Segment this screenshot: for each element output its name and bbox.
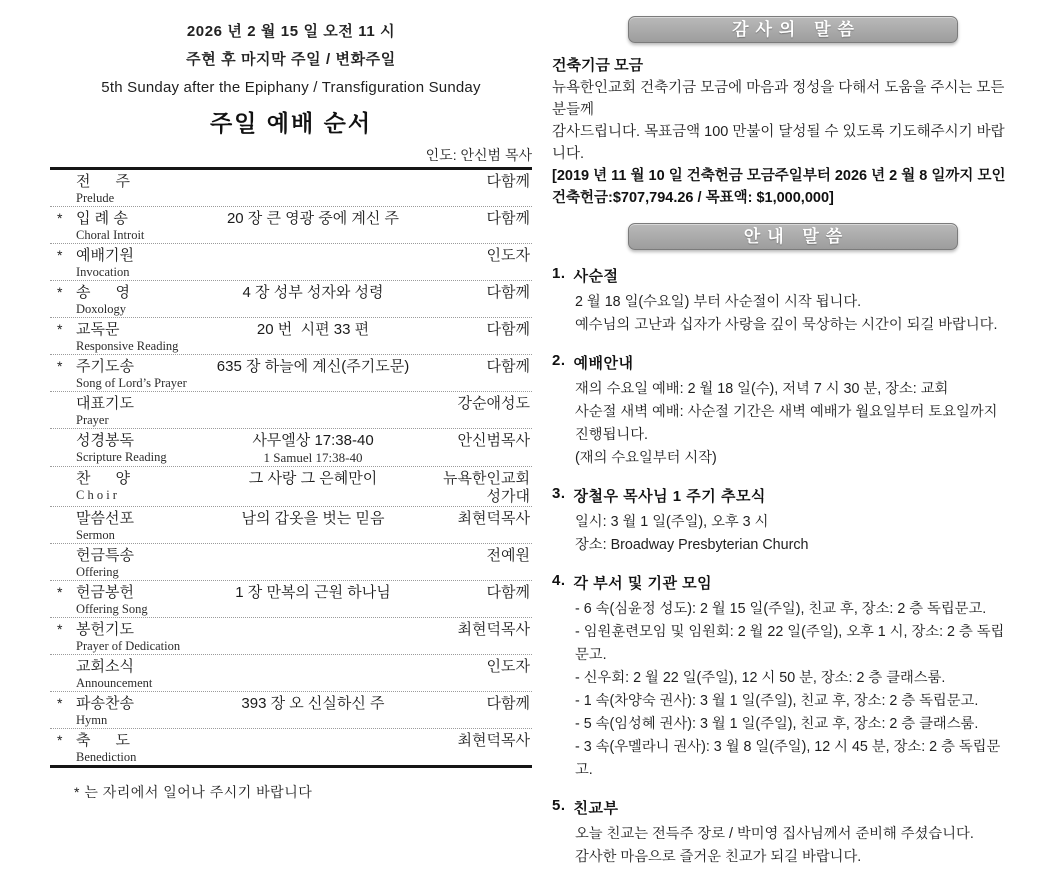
order-item-english: Prayer (76, 413, 109, 427)
order-item-hymn: 20 장 큰 영광 중에 계신 주 (226, 210, 400, 227)
notice-section (552, 572, 1010, 782)
standing-asterisk: * (57, 695, 63, 711)
order-row (50, 170, 532, 207)
order-item-hymn: 635 장 하늘에 계신(주기도문) (216, 358, 410, 375)
notice-line: - 6 속(심윤정 성도): 2 월 15 일(주일), 친교 후, 장소: 2 층 독립문고. (575, 601, 987, 617)
standing-asterisk: * (57, 621, 63, 637)
order-item-hymn: 20 번 시편 33 편 (256, 321, 370, 338)
order-item-korean: 대표기도 (76, 395, 134, 412)
order-item-performer: 다함께 (486, 321, 530, 338)
order-item-korean: 말씀선포 (76, 510, 134, 527)
order-item-performer: 강순애성도 (457, 395, 530, 412)
order-row (50, 507, 532, 544)
standing-asterisk (50, 546, 76, 565)
notice-title: 친교부 (573, 800, 619, 817)
order-item-korean: 주기도송 (76, 358, 134, 375)
order-row (50, 207, 532, 244)
order-item-hymn (216, 657, 410, 676)
notice-number: 2. (552, 352, 566, 369)
notice-line: (재의 수요일부터 시작) (575, 450, 717, 466)
service-leader: 인도: 안신범 목사 (425, 147, 532, 163)
standing-asterisk (50, 394, 76, 413)
order-item-korean: 찬 양 (76, 470, 130, 487)
notice-lines (552, 291, 1010, 337)
notice-section (552, 352, 1010, 470)
order-row (50, 544, 532, 581)
thanks-bold-lines (552, 165, 1010, 209)
order-row (50, 729, 532, 765)
page-title: 주일 예배 순서 (209, 110, 373, 136)
notice-lines (552, 378, 1010, 470)
order-item-korean: 송 영 (76, 284, 130, 301)
order-item-performer: 다함께 (486, 210, 530, 227)
building-fund-title: 건축기금 모금 (552, 57, 644, 74)
order-item-performer: 전예원 (486, 547, 530, 564)
thanks-text-line: 뉴욕한인교회 건축기금 모금에 마음과 정성을 다해서 도움을 주시는 모든 분들께 (552, 80, 1005, 118)
notice-lines (552, 823, 1010, 869)
thanks-text-line: 감사드립니다. 목표금액 100 만불이 달성될 수 있도록 기도해주시기 바랍니다. (552, 124, 1005, 162)
order-item-performer: 인도자 (486, 247, 530, 264)
order-item-korean: 헌금봉헌 (76, 584, 134, 601)
order-item-performer: 안신범목사 (457, 432, 530, 449)
standing-asterisk (50, 509, 76, 528)
notice-line: 재의 수요일 예배: 2 월 18 일(수), 저녁 7 시 30 분, 장소: 교회 (575, 381, 949, 397)
order-row (50, 655, 532, 692)
notice-line: 일시: 3 월 1 일(주일), 오후 3 시 (575, 514, 769, 530)
order-item-performer: 다함께 (486, 284, 530, 301)
standing-footnote: * 는 자리에서 일어나 주시기 바랍니다 (74, 784, 313, 800)
order-item-hymn (216, 172, 410, 191)
order-item-performer: 뉴욕한인교회 (443, 470, 530, 487)
order-item-korean: 성경봉독 (76, 432, 134, 449)
notice-number: 3. (552, 485, 566, 502)
notice-line: 오늘 친교는 전득주 장로 / 박미영 집사님께서 준비해 주셨습니다. (575, 826, 974, 842)
order-item-performer: 최현덕목사 (457, 732, 530, 749)
order-item-hymn: 1 장 만복의 근원 하나님 (235, 584, 391, 601)
notice-lines (552, 511, 1010, 557)
thanks-lines (552, 77, 1010, 165)
notice-section (552, 485, 1010, 557)
standing-asterisk (50, 469, 76, 488)
order-item-performer: 다함께 (486, 173, 530, 190)
service-sunday-english: 5th Sunday after the Epiphany / Transfiguration Sunday (101, 79, 481, 96)
order-item-korean: 교회소식 (76, 658, 134, 675)
notice-section (552, 797, 1010, 869)
notice-number: 4. (552, 572, 566, 589)
notice-title: 장철우 목사님 1 주기 추모식 (573, 488, 766, 505)
order-item-english: Prelude (76, 191, 115, 205)
notice-line: - 3 속(우멜라니 권사): 3 월 8 일(주일), 12 시 45 분, 장소: 2 층 독립문고. (575, 739, 1001, 778)
fund-summary-line: 건축헌금:$707,794.26 / 목표액: $1,000,000] (552, 190, 834, 206)
order-item-hymn (216, 620, 410, 639)
standing-asterisk: * (57, 732, 63, 748)
notice-line: - 1 속(차양숙 권사): 3 월 1 일(주일), 친교 후, 장소: 2 층 독립문고. (575, 693, 979, 709)
order-item-english: Hymn (76, 713, 108, 727)
notice-banner: 안내 말씀 (628, 223, 958, 250)
order-item-hymn: 393 장 오 신실하신 주 (241, 695, 385, 712)
order-item-korean: 예배기원 (76, 247, 134, 264)
order-item-english: Offering (76, 565, 119, 579)
notice-lines (552, 598, 1010, 782)
order-item-performer: 최현덕목사 (457, 621, 530, 638)
notice-number: 5. (552, 797, 566, 814)
order-item-hymn (216, 731, 410, 750)
notice-sections (552, 265, 1010, 869)
order-item-hymn-line2: 1 Samuel 17:38-40 (263, 450, 363, 465)
order-row (50, 392, 532, 429)
order-item-english: Responsive Reading (76, 339, 179, 353)
fund-summary-line: [2019 년 11 월 10 일 건축헌금 모금주일부터 2026 년 2 월 8 일까지 모인 (552, 168, 1006, 184)
order-item-english: Prayer of Dedication (76, 639, 181, 653)
order-item-korean: 파송찬송 (76, 695, 134, 712)
thanks-banner: 감사의 말씀 (628, 16, 958, 43)
order-item-korean: 전 주 (76, 173, 130, 190)
standing-asterisk: * (57, 247, 63, 263)
notice-line: 사순절 새벽 예배: 사순절 기간은 새벽 예배가 월요일부터 토요일까지 진행됩니다. (575, 404, 998, 443)
order-row (50, 318, 532, 355)
order-item-korean: 교독문 (76, 321, 120, 338)
order-item-performer: 다함께 (486, 358, 530, 375)
service-sunday-korean: 주현 후 마지막 주일 / 변화주일 (186, 51, 396, 68)
notice-section (552, 265, 1010, 337)
order-row (50, 429, 532, 467)
service-datetime: 2026 년 2 월 15 일 오전 11 시 (186, 23, 396, 40)
order-item-english: Announcement (76, 676, 153, 690)
standing-asterisk: * (57, 358, 63, 374)
order-item-english: Offering Song (76, 602, 148, 616)
order-item-hymn (216, 246, 410, 265)
order-row (50, 692, 532, 729)
order-item-hymn (216, 546, 410, 565)
order-row (50, 618, 532, 655)
order-item-english: Sermon (76, 528, 115, 542)
order-item-hymn: 그 사랑 그 은혜만이 (248, 470, 378, 487)
order-item-performer: 인도자 (486, 658, 530, 675)
order-item-hymn: 4 장 성부 성자와 성령 (242, 284, 384, 301)
order-item-performer: 다함께 (486, 584, 530, 601)
order-row (50, 355, 532, 392)
order-item-english: Scripture Reading (76, 450, 167, 464)
notice-line: - 5 속(임성혜 권사): 3 월 1 일(주일), 친교 후, 장소: 2 층 클래스룸. (575, 716, 979, 732)
order-item-english: Benediction (76, 750, 137, 764)
order-row (50, 244, 532, 281)
notice-title: 예배안내 (573, 355, 634, 372)
notice-title: 각 부서 및 기관 모임 (573, 575, 713, 592)
service-header (50, 22, 532, 138)
standing-asterisk: * (57, 584, 63, 600)
order-row (50, 281, 532, 318)
notice-line: - 임원훈련모임 및 임원회: 2 월 22 일(주일), 오후 1 시, 장소: 2 층 독립문고. (575, 624, 1005, 663)
standing-asterisk (50, 657, 76, 676)
order-item-performer: 다함께 (486, 695, 530, 712)
notice-title: 사순절 (573, 268, 619, 285)
order-item-korean: 축 도 (76, 732, 130, 749)
notice-line: 2 월 18 일(수요일) 부터 사순절이 시작 됩니다. (575, 294, 862, 310)
standing-asterisk: * (57, 210, 63, 226)
order-item-performer: 최현덕목사 (457, 510, 530, 527)
order-item-hymn (216, 394, 410, 413)
order-item-hymn: 사무엘상 17:38-40 (252, 432, 374, 449)
order-item-performer-line2: 성가대 (486, 488, 530, 505)
notice-number: 1. (552, 265, 566, 282)
order-item-korean: 헌금특송 (76, 547, 134, 564)
standing-asterisk: * (57, 321, 63, 337)
order-item-korean: 입 례 송 (76, 210, 128, 227)
standing-asterisk (50, 172, 76, 191)
order-item-english: Choral Introit (76, 228, 145, 242)
order-item-english: Invocation (76, 265, 130, 279)
notice-line: 장소: Broadway Presbyterian Church (575, 537, 809, 553)
order-item-hymn: 남의 갑옷을 벗는 믿음 (241, 510, 385, 527)
notice-line: 감사한 마음으로 즐거운 친교가 되길 바랍니다. (575, 849, 862, 865)
standing-asterisk (50, 431, 76, 450)
notice-line: 예수님의 고난과 십자가 사랑을 깊이 묵상하는 시간이 되길 바랍니다. (575, 317, 998, 333)
notice-line: - 신우회: 2 월 22 일(주일), 12 시 50 분, 장소: 2 층 클래스룸. (575, 670, 946, 686)
order-item-english: Doxology (76, 302, 126, 316)
order-row (50, 581, 532, 618)
order-item-korean: 봉헌기도 (76, 621, 134, 638)
order-item-english: Song of Lord’s Prayer (76, 376, 187, 390)
standing-asterisk: * (57, 284, 63, 300)
announcements-column (552, 16, 1010, 869)
worship-order-column (50, 22, 532, 802)
order-item-english: C h o i r (76, 488, 117, 502)
order-row (50, 467, 532, 507)
order-table (50, 167, 532, 768)
